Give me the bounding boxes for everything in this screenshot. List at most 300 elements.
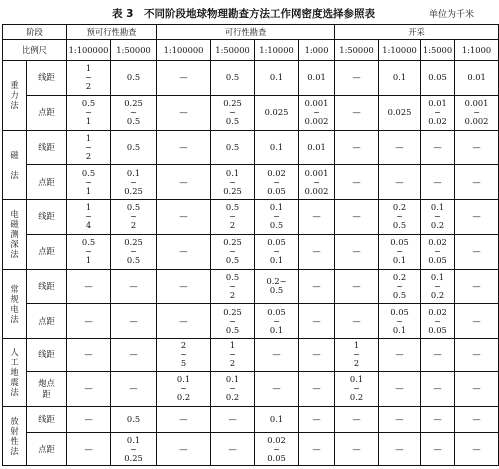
value-part: 0.05 — [428, 255, 447, 266]
value-cell — [421, 269, 455, 304]
spacing-label: 点距 — [27, 165, 67, 200]
value-part: 0.05 — [390, 237, 409, 248]
value-cell — [299, 433, 335, 466]
method-name-char: 放 — [10, 415, 19, 426]
scale-cell: 1:50000 — [211, 40, 255, 61]
value-part: 0.1 — [176, 374, 191, 385]
value-cell — [421, 234, 455, 269]
value-part: ~ — [434, 246, 441, 257]
value-part: 0.02 — [267, 167, 286, 178]
value-part: — — [472, 280, 481, 291]
value-part: 2 — [85, 150, 92, 161]
value-part: — — [433, 383, 442, 394]
value-part: 0.5 — [225, 271, 240, 282]
value-part: — — [472, 315, 481, 326]
value-part: — — [179, 413, 188, 424]
value-part: — — [179, 107, 188, 118]
value-cell — [421, 130, 455, 165]
value-cell — [379, 165, 421, 200]
value-part: — — [129, 280, 138, 291]
value-part: 0.1 — [269, 255, 284, 266]
value-cell — [455, 406, 499, 433]
value-part: — — [352, 107, 361, 118]
value-part: ~ — [434, 315, 441, 326]
value-part: 0.002 — [464, 116, 489, 127]
value-cell — [335, 61, 379, 96]
value-part: ~ — [273, 246, 280, 257]
method-name-char: 常 — [10, 283, 19, 294]
value-cell — [299, 339, 335, 372]
value-part: ~ — [273, 176, 280, 187]
value-part: 1 — [85, 185, 92, 196]
value-cell — [67, 269, 111, 304]
value-part: 0.5 — [81, 167, 96, 178]
value-part: 0.05 — [267, 306, 286, 317]
value-cell — [255, 406, 299, 433]
value-part: — — [179, 315, 188, 326]
value-cell — [255, 269, 299, 304]
value-cell — [157, 406, 211, 433]
value-part: 0.5 — [81, 237, 96, 248]
method-name-char: 性 — [10, 435, 19, 446]
value-cell — [211, 339, 255, 372]
value-part: 0.2 — [430, 220, 445, 231]
table-row — [3, 371, 499, 406]
value-part: 0.1 — [349, 374, 364, 385]
method-name-char: 地 — [10, 367, 19, 378]
value-part: 0.2 — [392, 202, 407, 213]
value-cell — [211, 304, 255, 339]
value-cell — [111, 95, 157, 130]
value-part: 0.01 — [467, 72, 486, 83]
value-cell — [211, 165, 255, 200]
value-cell — [379, 200, 421, 235]
value-part: 0.025 — [264, 107, 289, 118]
value-part: 1 — [85, 63, 92, 74]
table-row — [3, 165, 499, 200]
value-part: 2 — [180, 340, 187, 351]
value-cell — [299, 304, 335, 339]
value-cell — [455, 433, 499, 466]
value-cell — [335, 165, 379, 200]
value-part: 2 — [85, 81, 92, 92]
value-part: 0.5 — [126, 72, 141, 83]
scale-cell: 1:10000 — [379, 40, 421, 61]
value-cell — [335, 234, 379, 269]
value-part: ~ — [353, 349, 360, 360]
mining-header: 开采 — [335, 25, 499, 40]
value-part: ~ — [85, 72, 92, 83]
value-part: ~ — [130, 246, 137, 257]
value-cell — [255, 339, 299, 372]
value-cell — [379, 269, 421, 304]
table-number: 表 3 — [112, 8, 134, 20]
value-cell — [379, 130, 421, 165]
value-part: — — [312, 315, 321, 326]
method-name-char: 重 — [10, 80, 19, 91]
value-part: 0.1 — [269, 72, 284, 83]
method-name-char: 法 — [10, 249, 19, 260]
value-cell — [111, 234, 157, 269]
pre-feasibility-header: 预可行性勘查 — [67, 25, 157, 40]
value-cell — [421, 165, 455, 200]
value-cell — [157, 165, 211, 200]
method-name-char — [3, 160, 26, 170]
value-part: 0.25 — [124, 237, 143, 248]
value-cell — [379, 234, 421, 269]
method-name-char: 测 — [10, 229, 19, 240]
value-part: — — [395, 176, 404, 187]
value-part: 0.05 — [428, 324, 447, 335]
value-cell — [421, 339, 455, 372]
value-part: 0.2 — [176, 392, 191, 403]
value-part: — — [472, 413, 481, 424]
value-cell — [111, 200, 157, 235]
value-part: — — [352, 443, 361, 454]
value-cell — [299, 130, 335, 165]
value-part: — — [352, 280, 361, 291]
value-part: — — [352, 413, 361, 424]
value-part: ~ — [85, 107, 92, 118]
value-part: ~ — [273, 211, 280, 222]
value-part: — — [433, 413, 442, 424]
value-part: — — [395, 413, 404, 424]
scale-cell: 1:10000 — [255, 40, 299, 61]
value-part: 1 — [85, 116, 92, 127]
method-name-char: 震 — [10, 377, 19, 388]
value-cell — [299, 406, 335, 433]
value-cell — [299, 200, 335, 235]
value-cell — [455, 339, 499, 372]
value-part: 1 — [85, 132, 92, 143]
value-part: ~ — [434, 107, 441, 118]
value-cell — [335, 269, 379, 304]
value-cell — [111, 339, 157, 372]
value-cell — [111, 304, 157, 339]
value-part: 0.002 — [304, 185, 329, 196]
value-cell — [67, 61, 111, 96]
value-part: — — [129, 315, 138, 326]
value-cell — [421, 200, 455, 235]
value-part: — — [472, 211, 481, 222]
value-part: ~ — [85, 141, 92, 152]
value-part: ~ — [396, 315, 403, 326]
value-part: 0.25 — [124, 185, 143, 196]
spacing-label: 线距 — [27, 130, 67, 165]
value-part: ~ — [229, 349, 236, 360]
value-cell — [255, 61, 299, 96]
value-part: 0.1 — [225, 167, 240, 178]
method-name-char: 法 — [10, 387, 19, 398]
value-part: ~ — [85, 246, 92, 257]
value-cell — [299, 165, 335, 200]
value-part: 2 — [229, 220, 236, 231]
value-cell — [379, 406, 421, 433]
value-part: 0.5 — [225, 202, 240, 213]
spacing-label: 点距 — [27, 95, 67, 130]
value-part: 1 — [85, 255, 92, 266]
stage-header: 阶段 — [3, 25, 67, 40]
scale-cell: 1:50000 — [335, 40, 379, 61]
value-part: — — [84, 383, 93, 394]
value-cell — [455, 130, 499, 165]
method-name — [3, 130, 27, 200]
value-part: ~ — [313, 107, 320, 118]
method-name-char: 法 — [10, 100, 19, 111]
value-cell — [421, 406, 455, 433]
value-part: 0.5 — [392, 220, 407, 231]
value-part: — — [352, 72, 361, 83]
value-part: ~ — [434, 211, 441, 222]
value-part: 0.5 — [126, 202, 141, 213]
value-part: 1 — [229, 340, 236, 351]
value-part: ~ — [396, 246, 403, 257]
value-part: — — [84, 280, 93, 291]
value-cell — [67, 95, 111, 130]
spacing-label: 线距 — [27, 339, 67, 372]
value-part: 0.5 — [269, 220, 284, 231]
value-part: 2 — [353, 358, 360, 369]
value-cell — [211, 234, 255, 269]
value-cell — [67, 165, 111, 200]
value-part: 0.25 — [223, 185, 242, 196]
value-cell — [211, 371, 255, 406]
method-name-char: 规 — [10, 293, 19, 304]
value-part: — — [395, 141, 404, 152]
value-part: ~ — [396, 211, 403, 222]
spacing-label: 点距 — [27, 304, 67, 339]
value-part: ~ — [229, 176, 236, 187]
value-part: — — [312, 246, 321, 257]
scale-cell: 1:000 — [299, 40, 335, 61]
table-row — [3, 200, 499, 235]
value-part: 0.1 — [392, 255, 407, 266]
value-part: — — [179, 211, 188, 222]
value-cell — [157, 200, 211, 235]
value-cell — [379, 339, 421, 372]
value-part: ~ — [229, 280, 236, 291]
value-part: ~ — [313, 176, 320, 187]
value-cell — [211, 61, 255, 96]
value-part: ~ — [180, 349, 187, 360]
value-cell — [455, 234, 499, 269]
value-part: ~ — [273, 443, 280, 454]
value-cell — [455, 371, 499, 406]
value-cell — [111, 433, 157, 466]
value-part: ~ — [130, 176, 137, 187]
value-part: 0.025 — [387, 107, 412, 118]
value-part: 0.05 — [267, 452, 286, 463]
value-cell — [335, 200, 379, 235]
value-part: — — [84, 443, 93, 454]
value-part: — — [312, 280, 321, 291]
value-cell — [255, 433, 299, 466]
value-cell — [421, 95, 455, 130]
value-cell — [299, 95, 335, 130]
table-caption: 不同阶段地球物理勘查方法工作网密度选择参照表 — [144, 8, 375, 20]
value-part: — — [179, 443, 188, 454]
scale-header: 比例尺 — [3, 40, 67, 61]
value-part: — — [272, 383, 281, 394]
value-part: 0.1 — [269, 324, 284, 335]
scale-cell: 1:100000 — [157, 40, 211, 61]
value-part: — — [84, 413, 93, 424]
value-part: — — [472, 141, 481, 152]
value-cell — [157, 61, 211, 96]
value-part: 0.5 — [225, 141, 240, 152]
table-row — [3, 269, 499, 304]
value-part: ~ — [353, 383, 360, 394]
value-part: — — [352, 246, 361, 257]
value-cell — [111, 269, 157, 304]
value-part: 0.5 — [392, 289, 407, 300]
value-cell — [111, 130, 157, 165]
value-part: — — [352, 315, 361, 326]
value-cell — [211, 433, 255, 466]
value-cell — [299, 371, 335, 406]
value-cell — [157, 130, 211, 165]
value-part: 0.5 — [126, 116, 141, 127]
header-row-scale — [3, 40, 499, 61]
value-cell — [455, 304, 499, 339]
value-cell — [335, 371, 379, 406]
table-row — [3, 339, 499, 372]
value-part: 0.5 — [225, 324, 240, 335]
value-part: — — [472, 246, 481, 257]
value-cell — [255, 130, 299, 165]
value-part: ~ — [273, 315, 280, 326]
spacing-label: 点距 — [27, 234, 67, 269]
value-part: ~ — [229, 211, 236, 222]
value-part: 0.02 — [428, 306, 447, 317]
method-name-char: 电 — [10, 303, 19, 314]
value-part: — — [129, 349, 138, 360]
value-part: 0.002 — [304, 116, 329, 127]
value-cell — [299, 269, 335, 304]
value-part: — — [433, 176, 442, 187]
value-part: — — [352, 141, 361, 152]
feasibility-header: 可行性勘查 — [157, 25, 335, 40]
value-part: 0.01 — [428, 98, 447, 109]
value-part: 0.5 — [81, 98, 96, 109]
value-part: — — [472, 349, 481, 360]
value-part: 0.1 — [126, 434, 141, 445]
unit-note: 单位为千米 — [428, 10, 474, 20]
value-cell — [379, 304, 421, 339]
value-part: — — [312, 383, 321, 394]
value-part: 0.1 — [269, 202, 284, 213]
value-cell — [335, 406, 379, 433]
method-name — [3, 200, 27, 270]
value-cell — [379, 61, 421, 96]
value-part: 0.25 — [124, 452, 143, 463]
method-name — [3, 61, 27, 131]
value-part: 0.001 — [304, 167, 329, 178]
value-part: 0.5 — [225, 116, 240, 127]
value-cell — [211, 406, 255, 433]
value-cell — [335, 339, 379, 372]
scale-cell: 1:5000 — [421, 40, 455, 61]
value-part: — — [312, 413, 321, 424]
value-part: 0.05 — [390, 306, 409, 317]
value-part: — — [179, 246, 188, 257]
value-cell — [335, 95, 379, 130]
value-cell — [421, 61, 455, 96]
value-part: ~ — [229, 383, 236, 394]
spacing-label: 点距 — [27, 433, 67, 466]
value-cell — [299, 234, 335, 269]
value-part: — — [433, 349, 442, 360]
value-cell — [67, 130, 111, 165]
value-part: — — [272, 349, 281, 360]
value-cell — [67, 371, 111, 406]
value-part: 2 — [229, 358, 236, 369]
value-part: — — [395, 349, 404, 360]
value-part: — — [179, 280, 188, 291]
value-part: 0.1 — [225, 374, 240, 385]
value-cell — [111, 371, 157, 406]
value-part: 1 — [85, 202, 92, 213]
value-cell — [157, 371, 211, 406]
value-part: 0.001 — [464, 98, 489, 109]
value-part: — — [179, 141, 188, 152]
value-part: — — [228, 413, 237, 424]
value-part: 0.2~ — [266, 276, 287, 287]
value-part: 0.5 — [225, 72, 240, 83]
value-part: ~ — [229, 107, 236, 118]
value-cell — [255, 234, 299, 269]
value-cell — [455, 61, 499, 96]
method-name-char: 力 — [10, 90, 19, 101]
value-part: 0.25 — [223, 237, 242, 248]
value-cell — [67, 234, 111, 269]
value-part: — — [352, 211, 361, 222]
density-table — [2, 24, 499, 466]
value-part: ~ — [396, 280, 403, 291]
value-part: ~ — [229, 315, 236, 326]
value-part: 2 — [229, 289, 236, 300]
value-part: — — [472, 383, 481, 394]
value-part: 0.02 — [428, 237, 447, 248]
value-cell — [335, 304, 379, 339]
value-part: 0.01 — [307, 141, 326, 152]
table-row — [3, 95, 499, 130]
value-part: 0.5 — [225, 255, 240, 266]
method-name — [3, 406, 27, 465]
value-part: 0.1 — [430, 271, 445, 282]
value-part: 0.2 — [430, 289, 445, 300]
value-cell — [211, 95, 255, 130]
value-cell — [335, 433, 379, 466]
header-row-stage — [3, 25, 499, 40]
method-name-char: 法 — [10, 445, 19, 456]
value-part: — — [433, 443, 442, 454]
value-part: 0.1 — [269, 413, 284, 424]
method-name — [3, 339, 27, 406]
value-part: — — [433, 141, 442, 152]
value-cell — [157, 304, 211, 339]
value-cell — [255, 95, 299, 130]
value-cell — [157, 339, 211, 372]
value-part: 0.05 — [267, 237, 286, 248]
value-cell — [421, 433, 455, 466]
value-part: — — [228, 443, 237, 454]
value-cell — [67, 339, 111, 372]
value-part: 2 — [130, 220, 137, 231]
value-part: — — [352, 176, 361, 187]
value-cell — [211, 200, 255, 235]
value-part: ~ — [85, 176, 92, 187]
